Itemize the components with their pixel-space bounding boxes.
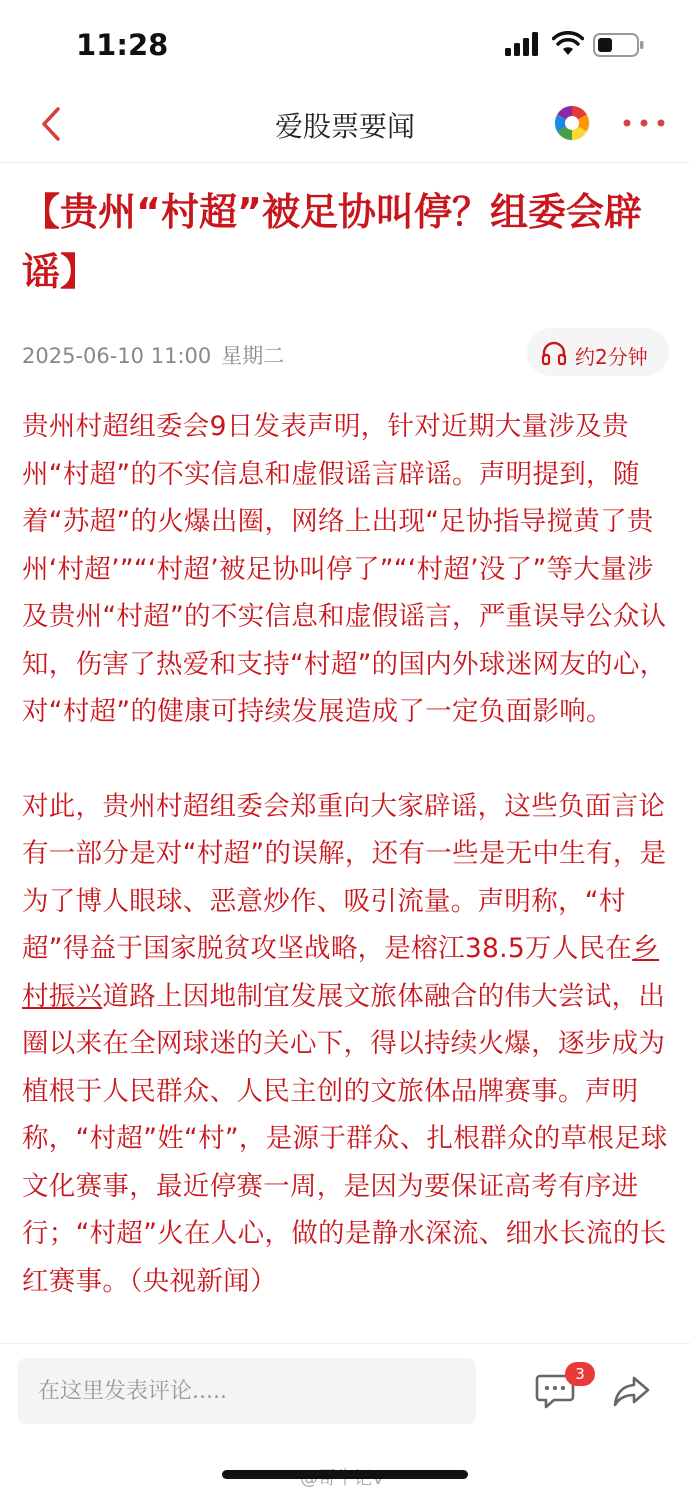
comment-count-badge: 3	[565, 1362, 595, 1386]
cellular-signal-icon	[505, 32, 541, 56]
article-headline: 【贵州“村超”被足协叫停？组委会辟谣】	[22, 190, 642, 294]
status-time: 11:28	[76, 28, 169, 62]
nav-bar	[0, 90, 690, 163]
more-options-icon[interactable]	[622, 116, 666, 130]
article-paragraph-1: 贵州村超组委会9日发表声明，针对近期大量涉及贵州“村超”的不实信息和虚假谣言辟谣。声明提到，随着“苏超”的火爆出圈，网络上出现“足协指导搅黄了贵州‘村超’”“‘村超’被足协叫停了”“‘村超’没了”等大量涉及贵州“村超”的不实信息和虚假谣言，严重误导公众认知，伤害了热爱和支持“村超”的国内外球迷网友的心，对“村超”的健康可持续发展造成了一定负面影响。	[22, 411, 667, 727]
article-weekday: 星期二	[221, 344, 285, 368]
wifi-icon	[552, 31, 584, 57]
paragraph-2-text-b: 道路上因地制宜发展文旅体融合的伟大尝试，出圈以来在全网球迷的关心下，得以持续火爆，逐步成为植根于人民群众、人民主创的文旅体品牌赛事。声明称，“村超”姓“村”，是源于群众、扎根群众的草根足球文化赛事，最近停赛一周，是因为要保证高考有序进行；“村超”火在人心，做的是静水深流、细水长流的长红赛事。（央视新闻）	[22, 980, 668, 1297]
nav-title: 爱股票要闻	[274, 110, 415, 143]
article-paragraph-2	[22, 783, 672, 1306]
app-logo-icon	[553, 104, 591, 142]
article-date: 2025-06-10 11:00	[22, 344, 212, 368]
article-body	[22, 403, 672, 1352]
battery-icon	[593, 33, 645, 57]
bottom-bar	[0, 1343, 690, 1494]
status-bar	[0, 0, 690, 90]
share-icon[interactable]	[610, 1368, 654, 1412]
home-indicator	[222, 1470, 468, 1479]
paragraph-2-text-a: 对此，贵州村超组委会郑重向大家辟谣，这些负面言论有一部分是对“村超”的误解，还有一些是无中生有，是为了博人眼球、恶意炒作、吸引流量。声明称，“村超”得益于国家脱贫攻坚战略，是榕江38.5万人民在	[22, 790, 667, 964]
headphones-icon	[541, 341, 567, 365]
comment-input[interactable]	[18, 1358, 476, 1424]
listen-duration: 约2分钟	[575, 345, 648, 369]
article-meta	[22, 340, 284, 370]
listen-button[interactable]	[527, 328, 669, 376]
rural-revitalization-link[interactable]: 乡村振兴	[22, 933, 660, 1012]
